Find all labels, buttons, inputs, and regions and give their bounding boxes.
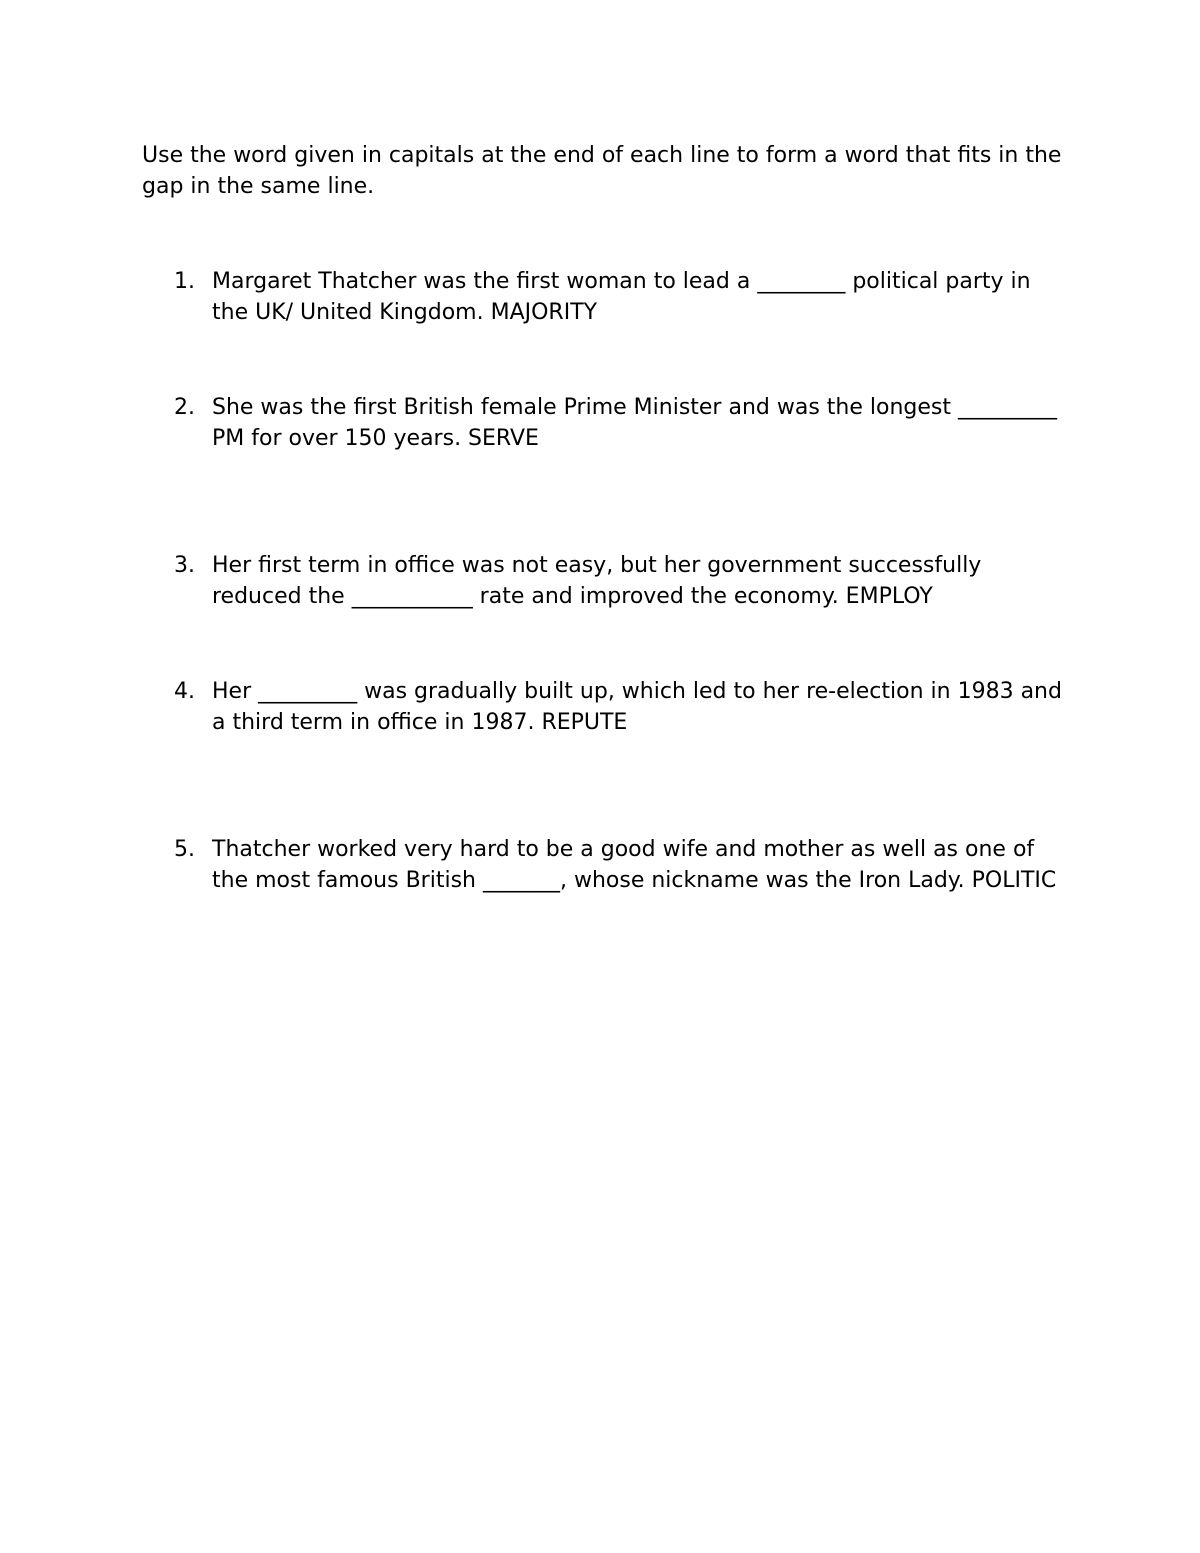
item-text-2: She was the first British female Prime Minister and was the longest _________ PM for over 150 years. SERVE: [212, 395, 1057, 451]
item-text-5: Thatcher worked very hard to be a good wife and mother as well as one of the most famous British _______, whose nickname was the Iron Lady. POLITIC: [212, 837, 1057, 893]
item-number-1: 1.: [174, 269, 195, 294]
instructions-text: Use the word given in capitals at the end of each line to form a word that fits in the gap in the same line.: [142, 143, 1062, 199]
exercise-item-2: [142, 392, 1072, 454]
item-text-4: Her _________ was gradually built up, which led to her re-election in 1983 and a third term in office in 1987. REPUTE: [212, 679, 1062, 735]
item-number-5: 5.: [174, 837, 195, 862]
exercise-item-1: [142, 266, 1072, 328]
exercise-item-5: [142, 834, 1072, 896]
exercise-item-3: [142, 550, 1072, 612]
item-text-3: Her first term in office was not easy, but her government successfully reduced the ___________ rate and improved the economy. EMPLOY: [212, 553, 982, 609]
item-number-4: 4.: [174, 679, 195, 704]
exercise-item-4: [142, 676, 1072, 738]
item-number-2: 2.: [174, 395, 195, 420]
item-number-3: 3.: [174, 553, 195, 578]
item-text-1: Margaret Thatcher was the first woman to lead a ________ political party in the UK/ United Kingdom. MAJORITY: [212, 269, 1031, 325]
